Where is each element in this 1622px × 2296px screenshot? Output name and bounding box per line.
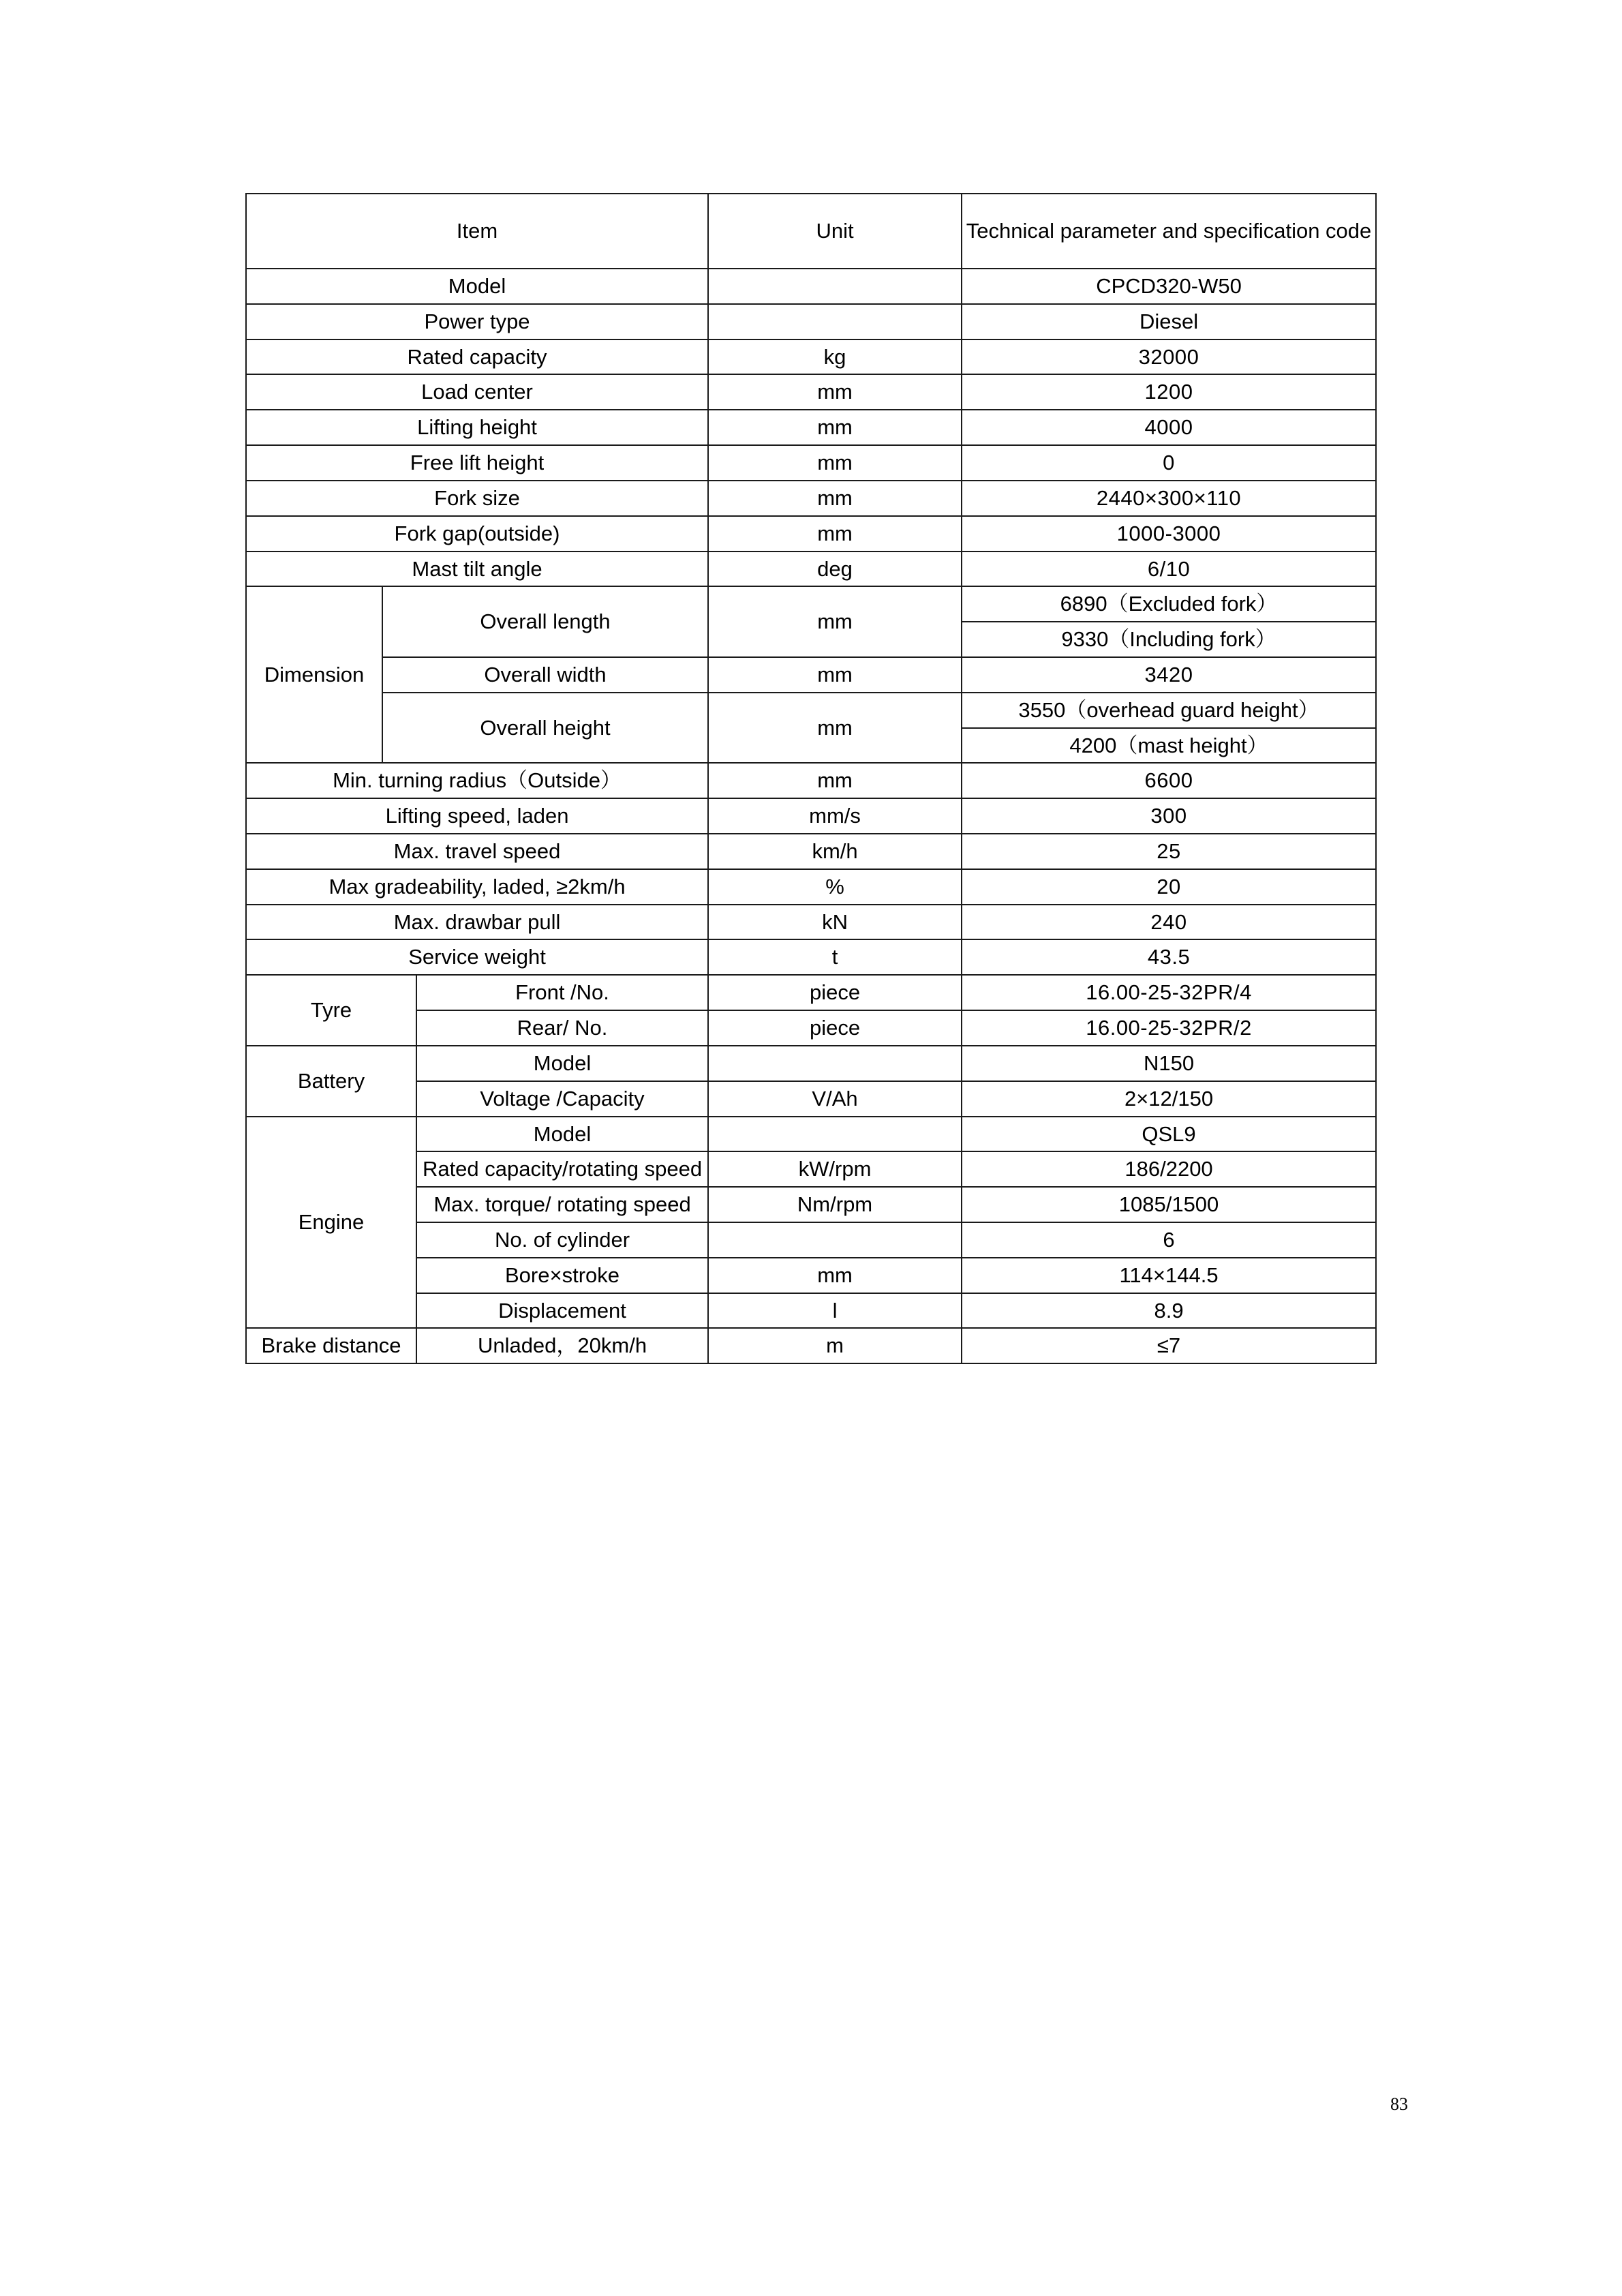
- table-row: [246, 763, 1376, 798]
- specification-table: [245, 193, 1377, 1364]
- row-value-fork-gap: 1000-3000: [962, 516, 1376, 552]
- header-spec: Technical parameter and specification code: [962, 194, 1376, 269]
- row-unit-free-lift-height: mm: [708, 445, 962, 481]
- row-value-brake-unladed: ≤7: [962, 1328, 1376, 1363]
- row-value-engine-cylinders: 6: [962, 1222, 1376, 1258]
- row-unit-fork-size: mm: [708, 481, 962, 516]
- row-value-lifting-speed: 300: [962, 798, 1376, 834]
- row-unit-max-gradeability: %: [708, 869, 962, 905]
- row-label-battery-model: Model: [416, 1046, 708, 1081]
- table-row: [246, 905, 1376, 940]
- row-label-engine-model: Model: [416, 1117, 708, 1152]
- row-label-fork-size: Fork size: [246, 481, 708, 516]
- row-value-engine-model: QSL9: [962, 1117, 1376, 1152]
- row-label-engine-bore-stroke: Bore×stroke: [416, 1258, 708, 1293]
- header-item: Item: [246, 194, 708, 269]
- row-label-engine-cylinders: No. of cylinder: [416, 1222, 708, 1258]
- row-unit-lifting-speed: mm/s: [708, 798, 962, 834]
- row-label-turning-radius: Min. turning radius（Outside）: [246, 763, 708, 798]
- row-label-lifting-height: Lifting height: [246, 410, 708, 445]
- row-label-engine-max-torque: Max. torque/ rotating speed: [416, 1187, 708, 1222]
- table-row: [246, 693, 1376, 728]
- value-note: （overhead guard height）: [1065, 697, 1319, 722]
- row-unit-overall-length: mm: [708, 586, 962, 657]
- row-unit-engine-cylinders: [708, 1222, 962, 1258]
- group-label-engine: Engine: [246, 1117, 416, 1329]
- row-label-engine-rated-capacity: Rated capacity/rotating speed: [416, 1151, 708, 1187]
- row-value-model: CPCD320-W50: [962, 269, 1376, 304]
- row-label-engine-displacement: Displacement: [416, 1293, 708, 1329]
- group-label-tyre: Tyre: [246, 975, 416, 1046]
- row-label-battery-voltage: Voltage /Capacity: [416, 1081, 708, 1117]
- row-value-rated-capacity: 32000: [962, 339, 1376, 375]
- row-label-max-travel-speed: Max. travel speed: [246, 834, 708, 869]
- row-label-model: Model: [246, 269, 708, 304]
- row-label-tyre-front: Front /No.: [416, 975, 708, 1010]
- table-row: [246, 869, 1376, 905]
- row-value-engine-max-torque: 1085/1500: [962, 1187, 1376, 1222]
- table-row: [246, 586, 1376, 622]
- row-unit-battery-voltage: V/Ah: [708, 1081, 962, 1117]
- row-label-rated-capacity: Rated capacity: [246, 339, 708, 375]
- row-unit-brake-unladed: m: [708, 1328, 962, 1363]
- row-unit-power-type: [708, 304, 962, 339]
- row-value-max-travel-speed: 25: [962, 834, 1376, 869]
- group-label-battery: Battery: [246, 1046, 416, 1117]
- table-row: [246, 552, 1376, 587]
- row-value-fork-size: 2440×300×110: [962, 481, 1376, 516]
- row-value-overall-length-including-fork: [962, 622, 1376, 657]
- row-unit-load-center: mm: [708, 374, 962, 410]
- row-value-tyre-front: 16.00-25-32PR/4: [962, 975, 1376, 1010]
- row-label-overall-width: Overall width: [382, 657, 708, 693]
- row-value-turning-radius: 6600: [962, 763, 1376, 798]
- row-unit-max-drawbar-pull: kN: [708, 905, 962, 940]
- row-value-service-weight: 43.5: [962, 939, 1376, 975]
- table-row: [246, 1328, 1376, 1363]
- group-label-dimension: Dimension: [246, 586, 382, 763]
- row-unit-tyre-rear: piece: [708, 1010, 962, 1046]
- row-value-engine-bore-stroke: 114×144.5: [962, 1258, 1376, 1293]
- row-value-engine-displacement: 8.9: [962, 1293, 1376, 1329]
- table-row: [246, 975, 1376, 1010]
- value-note: （Including fork）: [1108, 627, 1276, 652]
- row-label-fork-gap: Fork gap(outside): [246, 516, 708, 552]
- row-label-free-lift-height: Free lift height: [246, 445, 708, 481]
- row-label-lifting-speed: Lifting speed, laden: [246, 798, 708, 834]
- row-unit-engine-rated-capacity: kW/rpm: [708, 1151, 962, 1187]
- table-row: [246, 834, 1376, 869]
- row-value-battery-model: N150: [962, 1046, 1376, 1081]
- row-unit-engine-max-torque: Nm/rpm: [708, 1187, 962, 1222]
- table-row: [246, 939, 1376, 975]
- row-unit-battery-model: [708, 1046, 962, 1081]
- row-label-max-drawbar-pull: Max. drawbar pull: [246, 905, 708, 940]
- row-label-brake-unladed: Unladed，20km/h: [416, 1328, 708, 1363]
- row-unit-engine-displacement: l: [708, 1293, 962, 1329]
- value-number: 3550: [1018, 697, 1066, 722]
- value-number: 4200: [1069, 733, 1117, 757]
- row-unit-rated-capacity: kg: [708, 339, 962, 375]
- row-label-overall-height: Overall height: [382, 693, 708, 764]
- table-row: [246, 798, 1376, 834]
- row-unit-service-weight: t: [708, 939, 962, 975]
- row-value-lifting-height: 4000: [962, 410, 1376, 445]
- row-label-max-gradeability: Max gradeability, laded, ≥2km/h: [246, 869, 708, 905]
- row-unit-tyre-front: piece: [708, 975, 962, 1010]
- row-value-overall-length-excluded-fork: [962, 586, 1376, 622]
- row-unit-max-travel-speed: km/h: [708, 834, 962, 869]
- table-row: [246, 445, 1376, 481]
- row-value-power-type: Diesel: [962, 304, 1376, 339]
- page-number: 83: [1390, 2094, 1408, 2114]
- row-value-max-drawbar-pull: 240: [962, 905, 1376, 940]
- row-unit-lifting-height: mm: [708, 410, 962, 445]
- table-header-row: [246, 194, 1376, 269]
- row-value-engine-rated-capacity: 186/2200: [962, 1151, 1376, 1187]
- row-value-overall-height-mast: [962, 728, 1376, 764]
- row-value-overall-width: 3420: [962, 657, 1376, 693]
- row-label-overall-length: Overall length: [382, 586, 708, 657]
- value-note: （Excluded fork）: [1107, 592, 1278, 616]
- row-label-service-weight: Service weight: [246, 939, 708, 975]
- row-unit-overall-width: mm: [708, 657, 962, 693]
- row-label-load-center: Load center: [246, 374, 708, 410]
- row-unit-fork-gap: mm: [708, 516, 962, 552]
- row-label-tyre-rear: Rear/ No.: [416, 1010, 708, 1046]
- row-value-battery-voltage: 2×12/150: [962, 1081, 1376, 1117]
- row-value-load-center: 1200: [962, 374, 1376, 410]
- value-number: 6890: [1060, 592, 1107, 616]
- row-unit-overall-height: mm: [708, 693, 962, 764]
- row-value-max-gradeability: 20: [962, 869, 1376, 905]
- row-unit-turning-radius: mm: [708, 763, 962, 798]
- table-row: [246, 339, 1376, 375]
- row-label-power-type: Power type: [246, 304, 708, 339]
- table-row: [246, 374, 1376, 410]
- table-row: [246, 410, 1376, 445]
- row-unit-engine-bore-stroke: mm: [708, 1258, 962, 1293]
- row-value-tyre-rear: 16.00-25-32PR/2: [962, 1010, 1376, 1046]
- row-value-overall-height-guard: [962, 693, 1376, 728]
- table-row: [246, 304, 1376, 339]
- table-row: [246, 1117, 1376, 1152]
- table-row: [246, 657, 1376, 693]
- row-value-mast-tilt-angle: 6/10: [962, 552, 1376, 587]
- value-note: （mast height）: [1116, 733, 1268, 757]
- value-number: 9330: [1061, 627, 1109, 652]
- row-unit-model: [708, 269, 962, 304]
- table-row: [246, 516, 1376, 552]
- table-row: [246, 481, 1376, 516]
- row-value-free-lift-height: 0: [962, 445, 1376, 481]
- row-unit-mast-tilt-angle: deg: [708, 552, 962, 587]
- row-unit-engine-model: [708, 1117, 962, 1152]
- table-row: [246, 269, 1376, 304]
- specification-table-container: [245, 193, 1375, 1364]
- group-label-brake-distance: Brake distance: [246, 1328, 416, 1363]
- header-unit: Unit: [708, 194, 962, 269]
- row-label-mast-tilt-angle: Mast tilt angle: [246, 552, 708, 587]
- table-row: [246, 1046, 1376, 1081]
